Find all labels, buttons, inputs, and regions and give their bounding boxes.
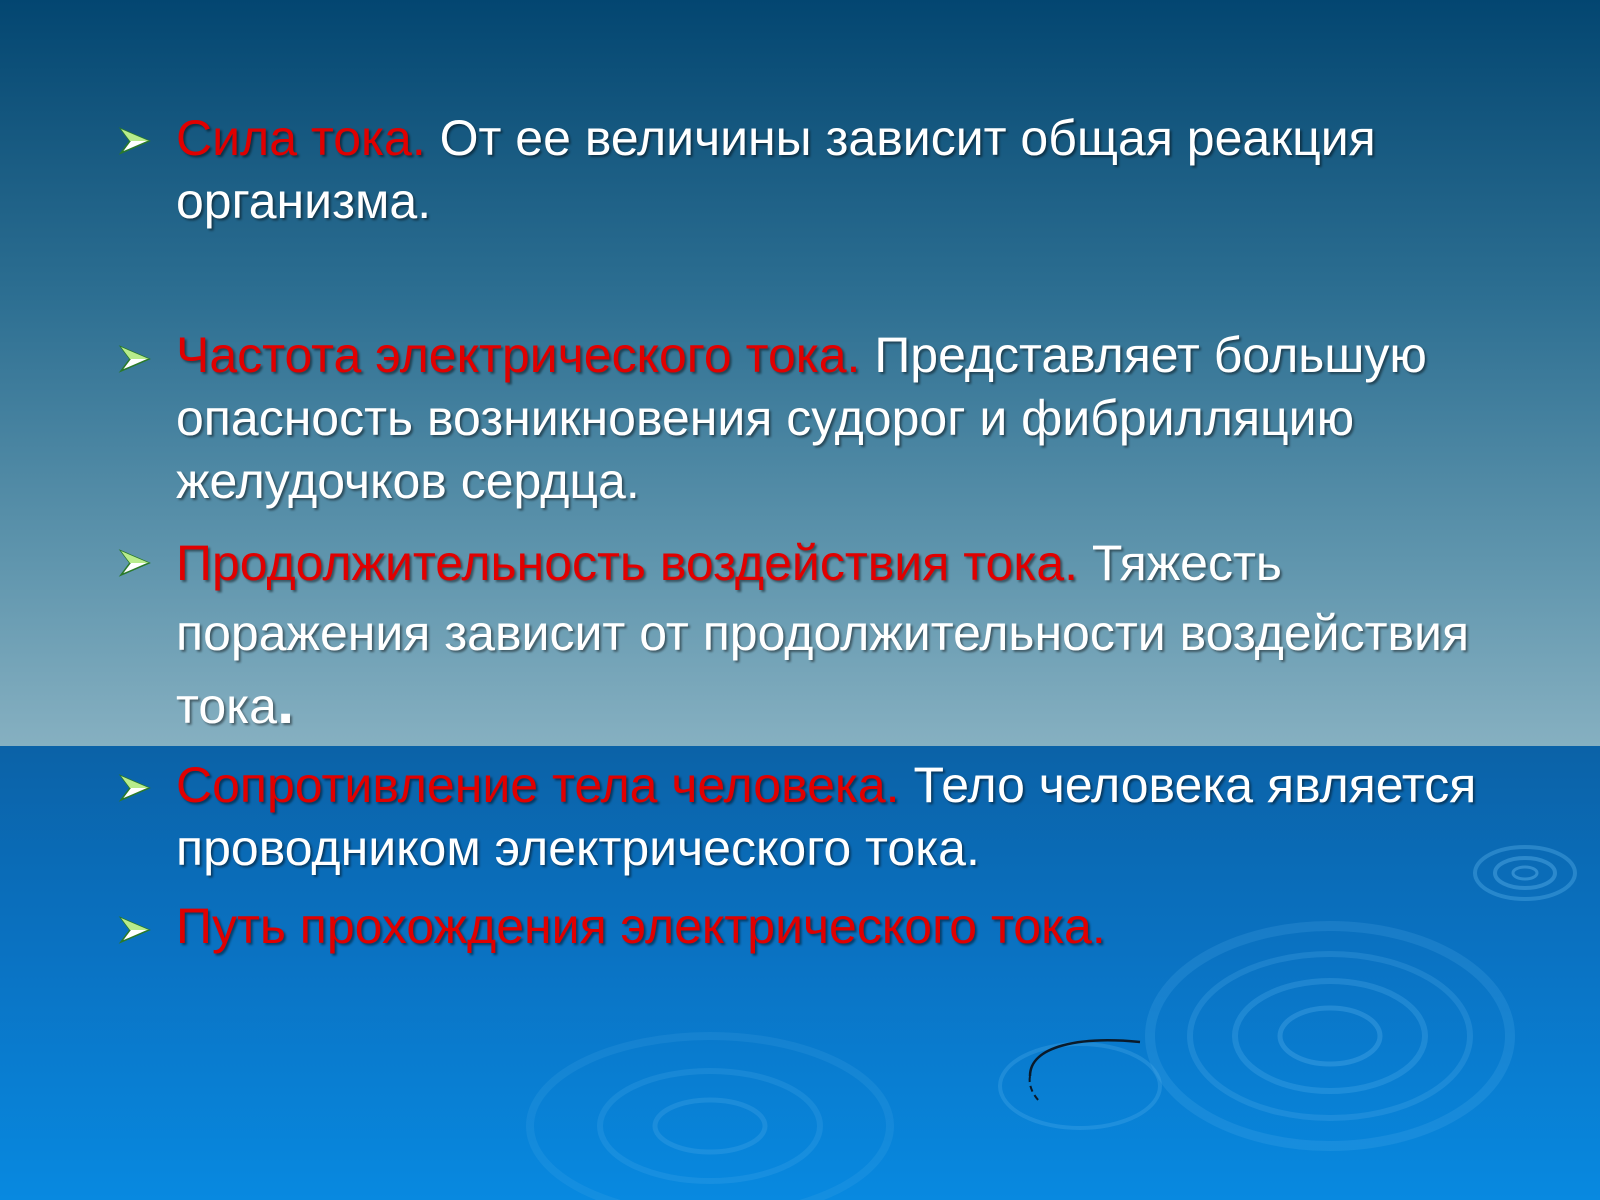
list-item-term: Продолжительность воздействия тока. xyxy=(176,535,1079,591)
list-item-text: Тяжесть поражения зависит от продолжительности воздействия тока xyxy=(176,535,1470,734)
list-item-term: Сопротивление тела человека. xyxy=(176,757,900,813)
list-item xyxy=(176,528,1516,741)
arrowhead-bullet-icon xyxy=(118,773,152,803)
list-item xyxy=(176,895,1516,958)
list-item-text: Представляет большую опасность возникновения судорог и фибрилляцию желудочков сердца. xyxy=(176,327,1427,509)
list-item-text: От ее величины зависит общая реакция организма. xyxy=(176,110,1376,229)
list-item-term: Частота электрического тока. xyxy=(176,327,861,383)
list-item-term: Сила тока. xyxy=(176,110,426,166)
arrowhead-bullet-icon xyxy=(118,126,152,156)
arrowhead-bullet-icon xyxy=(118,915,152,945)
list-item-text: Тело человека является проводником электрического тока. xyxy=(176,757,1477,876)
list-item-term: Путь прохождения электрического тока. xyxy=(176,898,1106,954)
list-item xyxy=(176,107,1516,233)
arrowhead-bullet-icon xyxy=(118,548,152,578)
list-item xyxy=(176,324,1516,513)
arrowhead-bullet-icon xyxy=(118,344,152,374)
list-item xyxy=(176,754,1516,880)
list-item-end: . xyxy=(276,668,295,737)
